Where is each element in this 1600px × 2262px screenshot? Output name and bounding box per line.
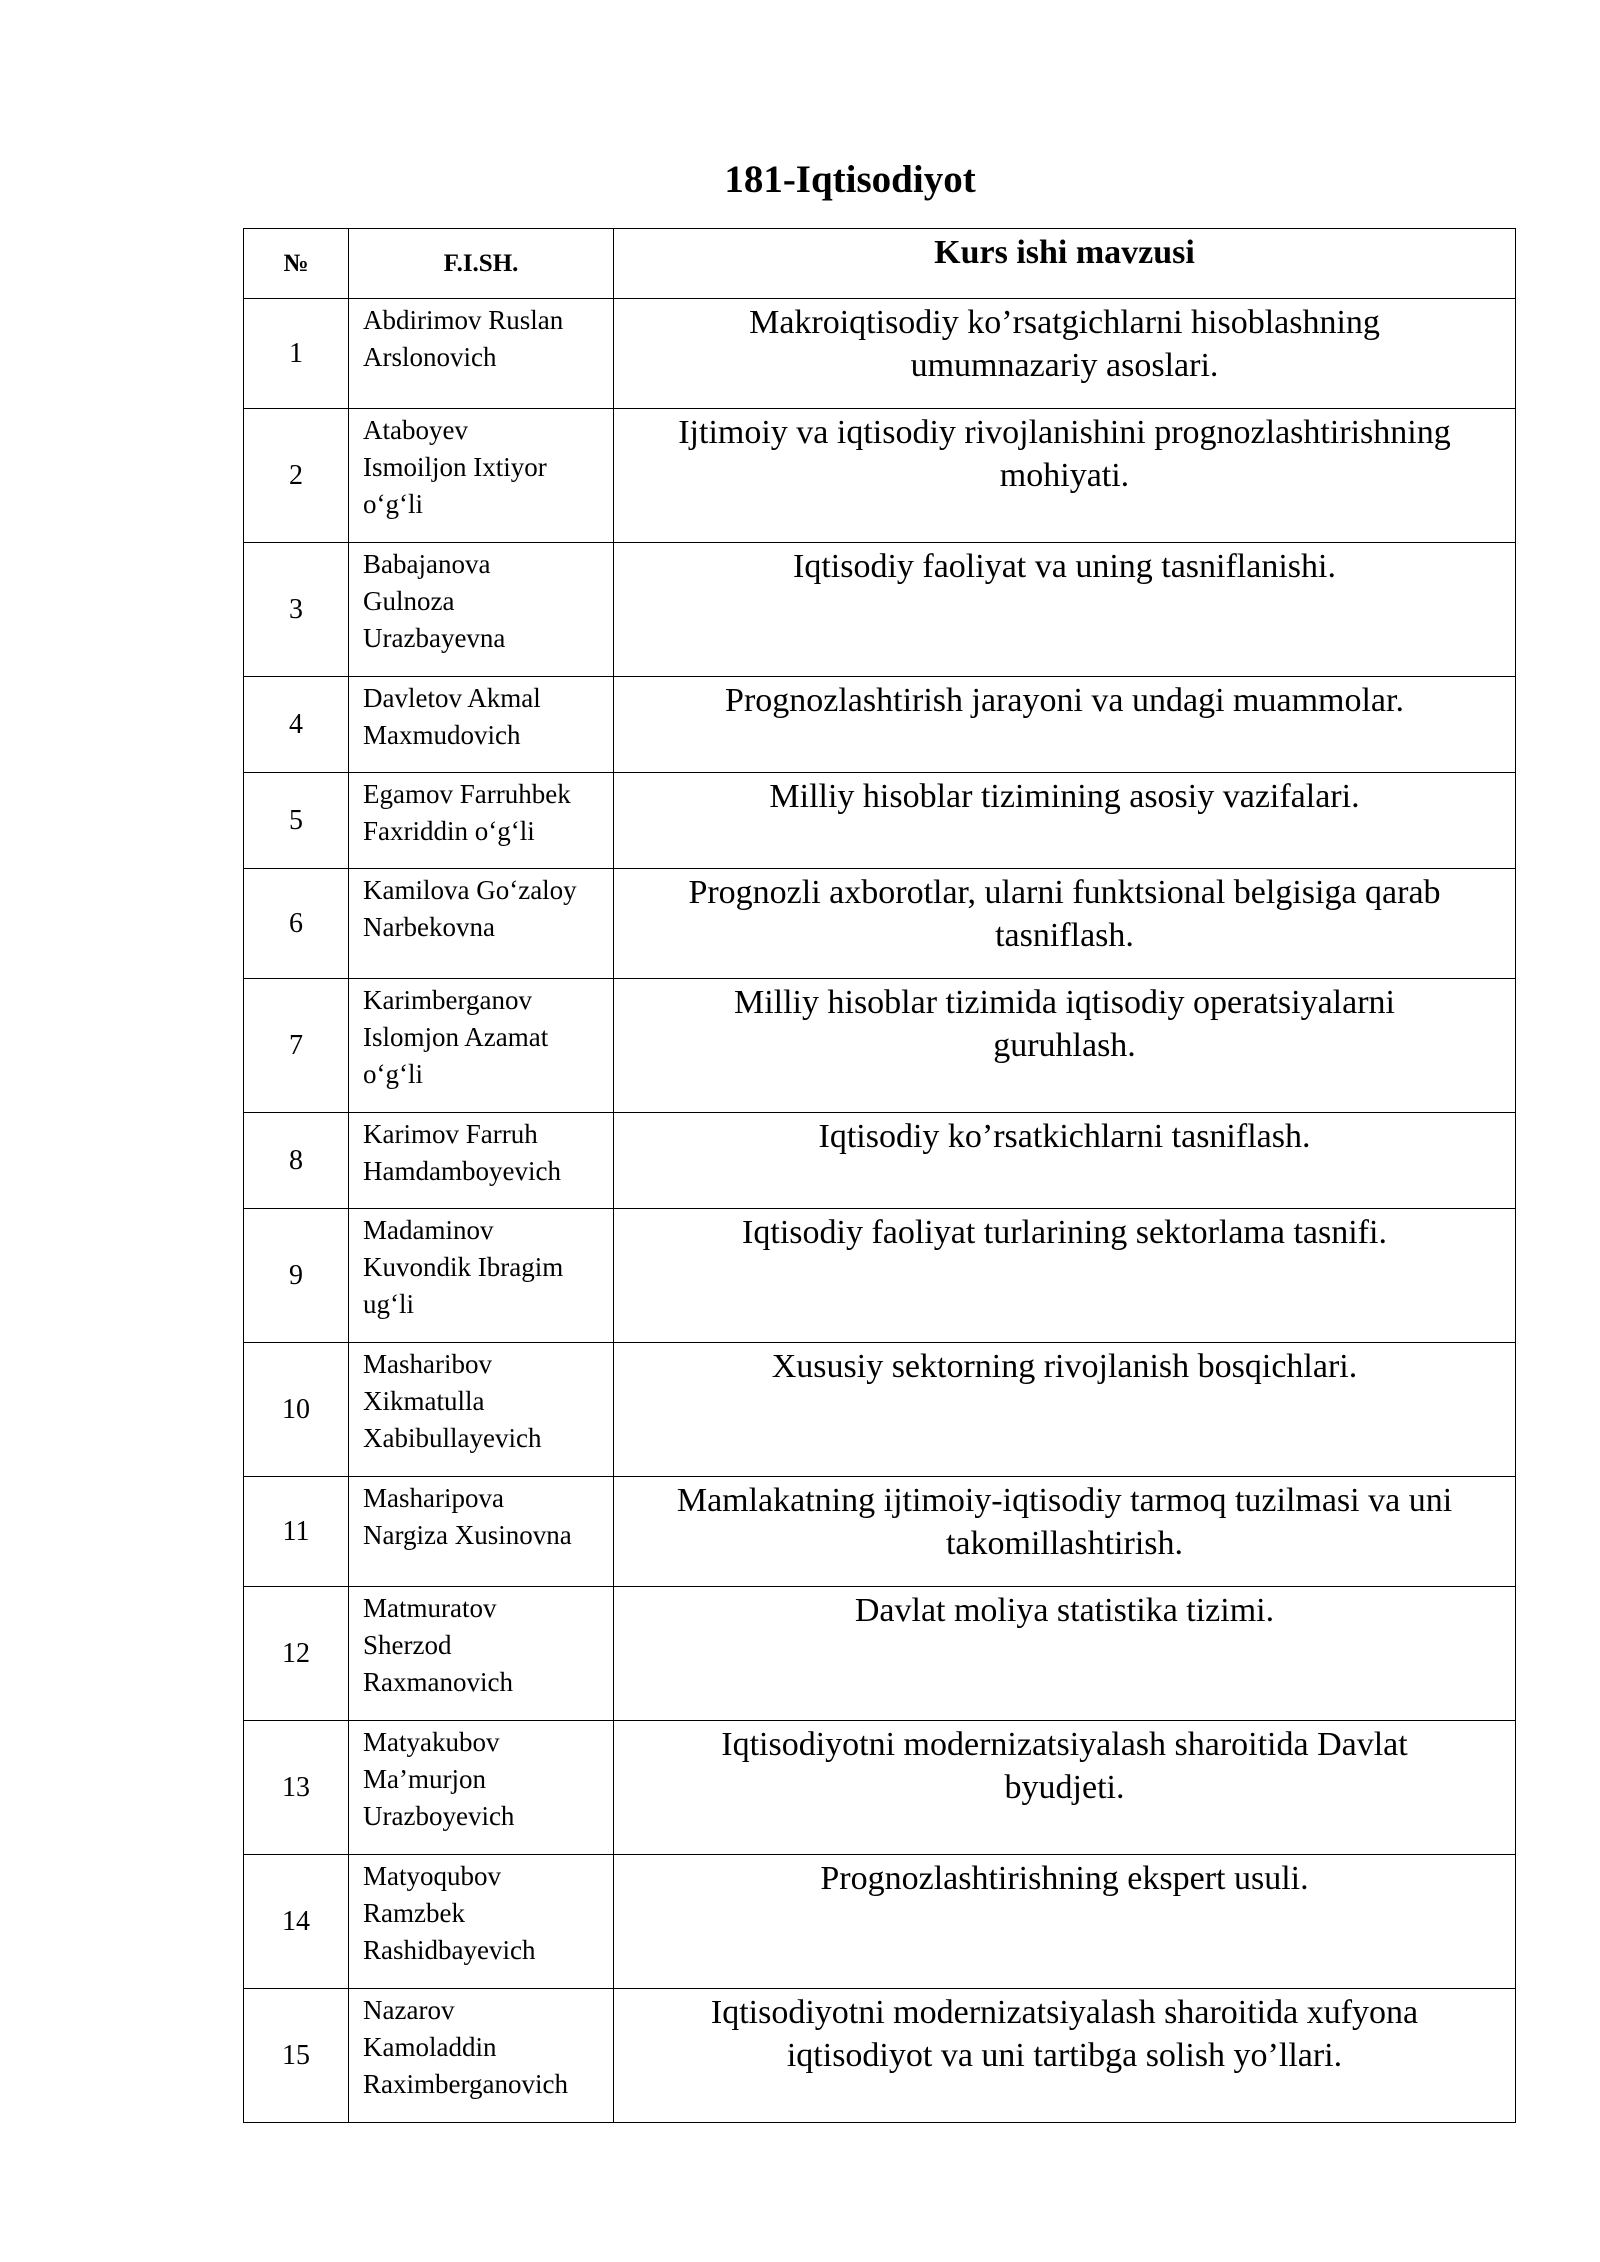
student-name bbox=[349, 677, 614, 773]
course-topic-line: Makroiqtisodiy ko’rsatgichlarni hisoblashning bbox=[749, 304, 1380, 341]
table-row bbox=[244, 1989, 1516, 2123]
course-topic-line: iqtisodiyot va uni tartibga solish yo’llari. bbox=[786, 2037, 1343, 2074]
course-topic bbox=[614, 1113, 1516, 1209]
student-name-line: Raxmanovich bbox=[363, 1667, 513, 1697]
student-name bbox=[349, 1113, 614, 1209]
student-name bbox=[349, 1343, 614, 1477]
course-topic-line: Prognozlashtirishning ekspert usuli. bbox=[820, 1860, 1309, 1897]
table-row bbox=[244, 1721, 1516, 1855]
course-topic-line: umumnazariy asoslari. bbox=[910, 347, 1219, 384]
table-row bbox=[244, 299, 1516, 409]
course-topic bbox=[614, 409, 1516, 543]
student-name-line: Masharibov bbox=[363, 1349, 492, 1379]
student-name-line: o‘g‘li bbox=[363, 489, 423, 519]
course-topic-line: Ijtimoiy va iqtisodiy rivojlanishini prognozlashtirishning bbox=[678, 414, 1451, 451]
student-name-line: Kamoladdin bbox=[363, 2032, 497, 2062]
table-row bbox=[244, 773, 1516, 869]
course-topic-line: Iqtisodiy faoliyat va uning tasniflanishi. bbox=[793, 548, 1336, 585]
student-name-line: Urazbayevna bbox=[363, 623, 506, 653]
student-name-line: Islomjon Azamat bbox=[363, 1022, 549, 1052]
row-number: 13 bbox=[244, 1721, 349, 1855]
student-name-line: Egamov Farruhbek bbox=[363, 779, 571, 809]
student-name-line: Sherzod bbox=[363, 1630, 452, 1660]
student-name-line: Ismoiljon Ixtiyor bbox=[363, 452, 547, 482]
course-topic-line: Davlat moliya statistika tizimi. bbox=[854, 1592, 1275, 1629]
course-topic-line: mohiyati. bbox=[999, 457, 1130, 494]
student-name bbox=[349, 979, 614, 1113]
course-topic bbox=[614, 677, 1516, 773]
student-name-line: Kuvondik Ibragim bbox=[363, 1252, 564, 1282]
row-number: 5 bbox=[244, 773, 349, 869]
student-name-line: Karimberganov bbox=[363, 985, 532, 1015]
student-name bbox=[349, 299, 614, 409]
course-topic-line: Prognozlashtirish jarayoni va undagi muammolar. bbox=[725, 682, 1404, 719]
course-topic-line: byudjeti. bbox=[1004, 1769, 1125, 1806]
header-number: № bbox=[244, 229, 349, 299]
course-topic bbox=[614, 299, 1516, 409]
student-name bbox=[349, 1209, 614, 1343]
student-name-line: Ataboyev bbox=[363, 415, 468, 445]
student-name-line: Rashidbayevich bbox=[363, 1935, 536, 1965]
row-number: 7 bbox=[244, 979, 349, 1113]
student-name-line: Babajanova bbox=[363, 549, 491, 579]
student-name-line: Ma’murjon bbox=[363, 1764, 486, 1794]
student-name-line: Matmuratov bbox=[363, 1593, 497, 1623]
course-topic-line: guruhlash. bbox=[993, 1027, 1136, 1064]
student-name-line: ug‘li bbox=[363, 1289, 414, 1319]
table-row bbox=[244, 1343, 1516, 1477]
student-name-line: Xabibullayevich bbox=[363, 1423, 542, 1453]
table-row bbox=[244, 1209, 1516, 1343]
header-full-name: F.I.SH. bbox=[349, 229, 614, 299]
course-topic bbox=[614, 1989, 1516, 2123]
course-topic bbox=[614, 869, 1516, 979]
course-topic-line: Xususiy sektorning rivojlanish bosqichlari. bbox=[771, 1348, 1358, 1385]
student-name-line: Maxmudovich bbox=[363, 720, 521, 750]
table-row bbox=[244, 409, 1516, 543]
row-number: 11 bbox=[244, 1477, 349, 1587]
student-name-line: Davletov Akmal bbox=[363, 683, 541, 713]
course-topic-line: Prognozli axborotlar, ularni funktsional belgisiga qarab bbox=[688, 874, 1441, 911]
student-name bbox=[349, 1855, 614, 1989]
course-topics-table bbox=[243, 228, 1516, 2123]
row-number: 12 bbox=[244, 1587, 349, 1721]
student-name-line: Nargiza Xusinovna bbox=[363, 1520, 572, 1550]
table-row bbox=[244, 1113, 1516, 1209]
course-topic bbox=[614, 543, 1516, 677]
student-name bbox=[349, 1989, 614, 2123]
table-row bbox=[244, 869, 1516, 979]
row-number: 8 bbox=[244, 1113, 349, 1209]
course-topic bbox=[614, 1209, 1516, 1343]
row-number: 9 bbox=[244, 1209, 349, 1343]
student-name-line: Nazarov bbox=[363, 1995, 455, 2025]
course-topic-line: Iqtisodiyotni modernizatsiyalash sharoitida xufyona bbox=[710, 1994, 1419, 2031]
student-name bbox=[349, 773, 614, 869]
student-name-line: Narbekovna bbox=[363, 912, 495, 942]
row-number: 1 bbox=[244, 299, 349, 409]
student-name bbox=[349, 409, 614, 543]
student-name-line: Raximberganovich bbox=[363, 2069, 568, 2099]
student-name bbox=[349, 1587, 614, 1721]
table-row bbox=[244, 543, 1516, 677]
table-row bbox=[244, 1855, 1516, 1989]
student-name-line: Abdirimov Ruslan bbox=[363, 305, 564, 335]
row-number: 10 bbox=[244, 1343, 349, 1477]
course-topic-line: Mamlakatning ijtimoiy-iqtisodiy tarmoq tuzilmasi va uni bbox=[676, 1482, 1453, 1519]
student-name-line: o‘g‘li bbox=[363, 1059, 423, 1089]
student-name-line: Masharipova bbox=[363, 1483, 504, 1513]
row-number: 3 bbox=[244, 543, 349, 677]
table-row bbox=[244, 1477, 1516, 1587]
table-row bbox=[244, 1587, 1516, 1721]
course-topic-line: Iqtisodiy ko’rsatkichlarni tasniflash. bbox=[818, 1118, 1311, 1155]
row-number: 2 bbox=[244, 409, 349, 543]
student-name-line: Arslonovich bbox=[363, 342, 497, 372]
student-name bbox=[349, 1477, 614, 1587]
table-header-row bbox=[244, 229, 1516, 299]
student-name bbox=[349, 869, 614, 979]
student-name-line: Karimov Farruh bbox=[363, 1119, 538, 1149]
student-name-line: Kamilova Go‘zaloy bbox=[363, 875, 577, 905]
course-topic bbox=[614, 1477, 1516, 1587]
student-name-line: Matyakubov bbox=[363, 1727, 500, 1757]
student-name bbox=[349, 1721, 614, 1855]
course-topic bbox=[614, 773, 1516, 869]
course-topic bbox=[614, 979, 1516, 1113]
header-course-topic: Kurs ishi mavzusi bbox=[614, 229, 1516, 299]
course-topic-line: Iqtisodiyotni modernizatsiyalash sharoitida Davlat bbox=[721, 1726, 1408, 1763]
course-topic bbox=[614, 1721, 1516, 1855]
student-name-line: Xikmatulla bbox=[363, 1386, 485, 1416]
student-name-line: Ramzbek bbox=[363, 1898, 465, 1928]
student-name-line: Urazboyevich bbox=[363, 1801, 515, 1831]
course-topic bbox=[614, 1587, 1516, 1721]
table-row bbox=[244, 979, 1516, 1113]
student-name-line: Madaminov bbox=[363, 1215, 494, 1245]
page-title: 181-Iqtisodiyot bbox=[724, 158, 976, 201]
student-name-line: Gulnoza bbox=[363, 586, 455, 616]
student-name-line: Hamdamboyevich bbox=[363, 1156, 561, 1186]
row-number: 15 bbox=[244, 1989, 349, 2123]
row-number: 4 bbox=[244, 677, 349, 773]
course-topic-line: Milliy hisoblar tizimida iqtisodiy operatsiyalarni bbox=[733, 984, 1395, 1021]
student-name-line: Matyoqubov bbox=[363, 1861, 501, 1891]
row-number: 6 bbox=[244, 869, 349, 979]
course-topic-line: Milliy hisoblar tizimining asosiy vazifalari. bbox=[769, 778, 1360, 815]
table-row bbox=[244, 677, 1516, 773]
course-topic-line: tasniflash. bbox=[995, 917, 1134, 954]
row-number: 14 bbox=[244, 1855, 349, 1989]
student-name bbox=[349, 543, 614, 677]
course-topic-line: takomillashtirish. bbox=[945, 1525, 1184, 1562]
table-body bbox=[244, 299, 1516, 2123]
student-name-line: Faxriddin o‘g‘li bbox=[363, 816, 535, 846]
course-topic bbox=[614, 1343, 1516, 1477]
course-topic-line: Iqtisodiy faoliyat turlarining sektorlama tasnifi. bbox=[742, 1214, 1387, 1251]
course-topic bbox=[614, 1855, 1516, 1989]
